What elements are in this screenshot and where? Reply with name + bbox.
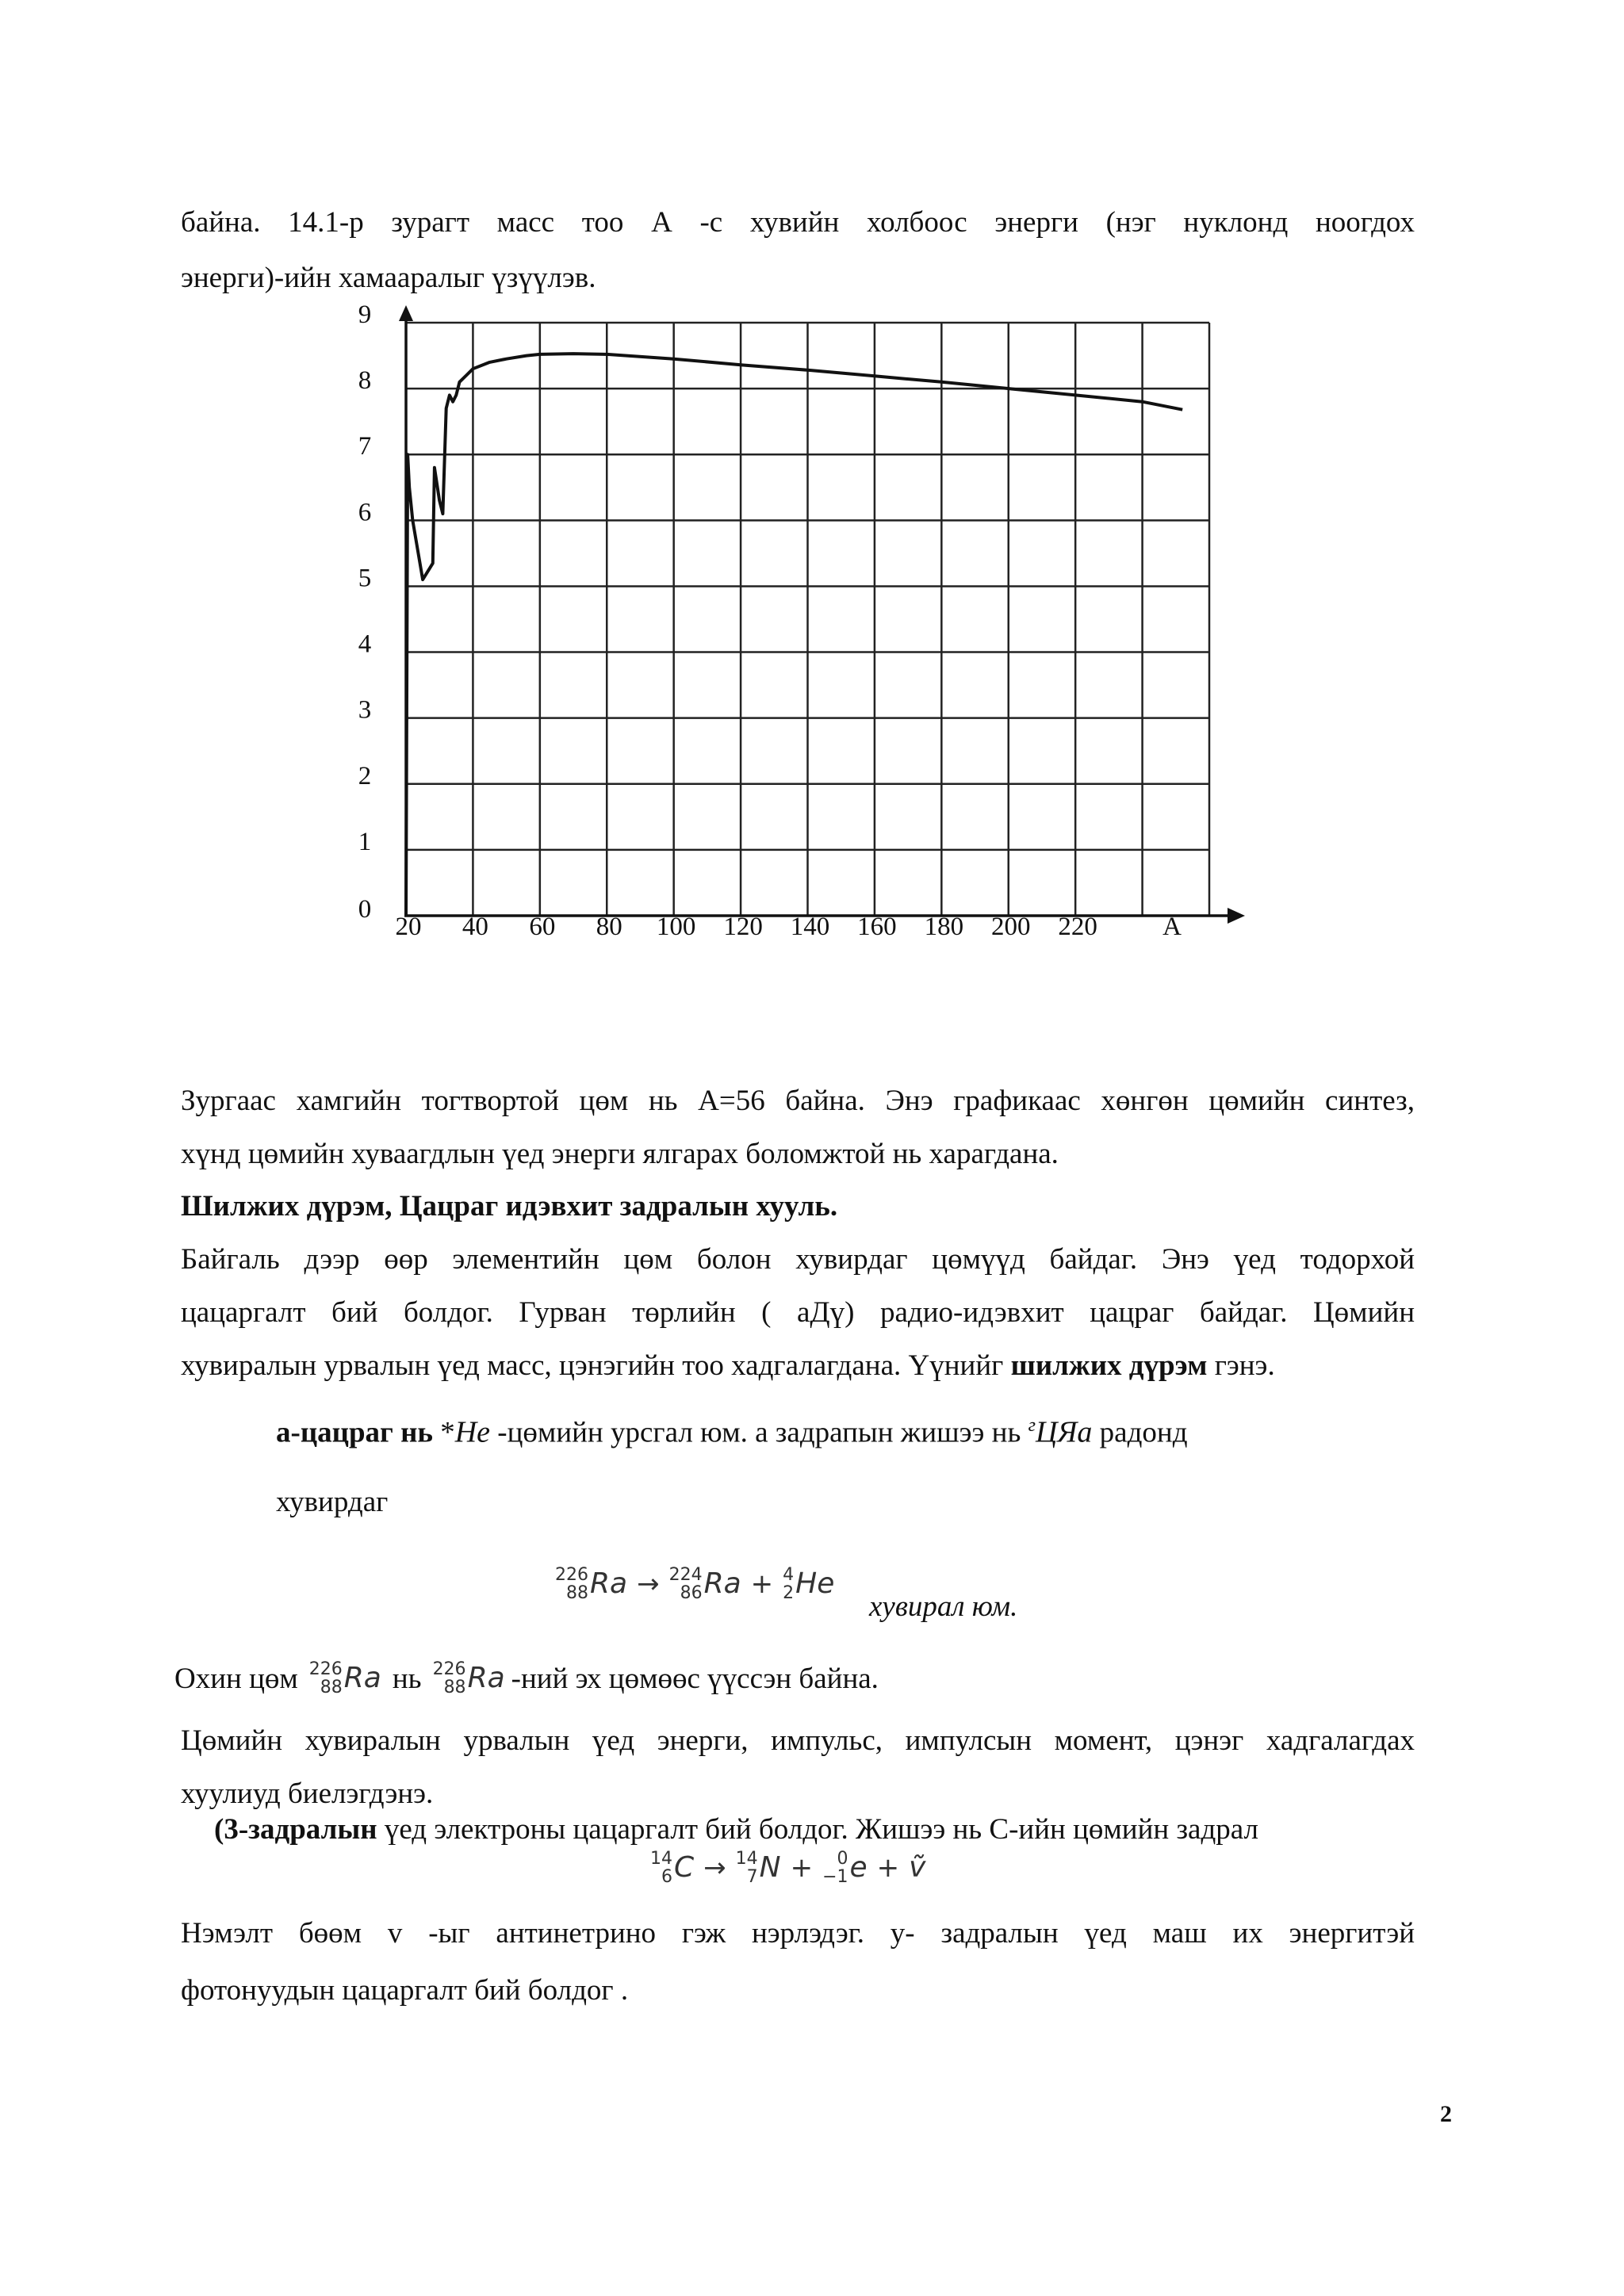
alpha-example-symbol: ЦЯа [1035, 1415, 1093, 1449]
y-tick-label: 5 [358, 564, 372, 593]
origin-mid: нь [392, 1662, 422, 1695]
para1-line-2: цацаргалт бий болдог. Гурван төрлийн ( аДү) радио-идэвхит цацраг байдаг. Цөмийн [181, 1296, 1415, 1329]
last-line-1: Нэмэлт бөөм v -ыг антинетрино гэж нэрлэдэг. у- задралын үед маш их энергитэй [181, 1917, 1415, 1950]
section-heading: Шилжих дүрэм, Цацраг идэвхит задралын хууль. [181, 1190, 838, 1223]
y-tick-label: 1 [358, 827, 372, 856]
nuclide-ra224: 224 86 Ra [668, 1565, 741, 1604]
nuclide-c14: 14 6 C [650, 1849, 695, 1888]
chart-series [406, 354, 1182, 916]
alpha-title: а-цацраг нь [276, 1416, 433, 1449]
origin-line [174, 1660, 879, 1697]
electron: 0 −1 e [822, 1849, 868, 1888]
y-axis-arrow [399, 305, 413, 321]
origin-pre: Охин цөм [174, 1662, 298, 1695]
x-tick-label: 220 [1058, 913, 1097, 941]
nuclide-n14: 14 7 N [735, 1849, 781, 1888]
alpha-line-1 [276, 1416, 1188, 1447]
equation-caption: хувирал юм. [869, 1590, 1018, 1623]
plus-3: + [876, 1852, 900, 1885]
beta-line [214, 1815, 1258, 1844]
intro-line-2: энерги)-ийн хамааралыг үзүүлэв. [181, 262, 596, 294]
y-tick-label: 8 [358, 366, 372, 396]
intro-line-1: байна. 14.1-р зурагт масс тоо А -с хувийн холбоос энерги (нэг нуклонд ноогдох [181, 206, 1415, 239]
y-tick-label: 3 [358, 695, 372, 725]
plus-1: + [750, 1568, 774, 1601]
series-line [406, 354, 1182, 916]
binding-energy-chart [333, 305, 1269, 1003]
alpha-sup: г [1028, 1415, 1036, 1436]
para1-line-3-post: гэнэ. [1207, 1349, 1275, 1382]
alpha-he-symbol: Не [454, 1415, 491, 1449]
x-tick-label: 140 [790, 913, 830, 941]
x-tick-label: 20 [395, 913, 422, 941]
page-number: 2 [1440, 2101, 1452, 2127]
x-tick-label: 40 [462, 913, 488, 941]
y-tick-label: 7 [358, 432, 372, 461]
alpha-star: * [432, 1416, 455, 1449]
y-tick-label: 0 [358, 895, 372, 924]
origin-post: -ний эх цөмөөс үүссэн байна. [511, 1662, 879, 1695]
nuclide-he4: 4 2 He [783, 1565, 835, 1604]
y-tick-label: 2 [358, 761, 372, 790]
y-tick-label: 4 [358, 629, 372, 659]
alpha-decay-equation [555, 1566, 834, 1602]
para1-line-1: Байгаль дээр өөр элементийн цөм болон хувирдаг цөмүүд байдаг. Энэ үед тодорхой [181, 1243, 1415, 1276]
beta-decay-equation [650, 1850, 925, 1886]
last-line-2: фотонуудын цацаргалт бий болдог . [181, 1974, 629, 2007]
x-tick-label: 60 [529, 913, 556, 941]
conservation-line-2: хуулиуд биелэгдэнэ. [181, 1777, 434, 1810]
para1-line-3-pre: хувиралын урвалын үед масс, цэнэгийн тоо хадгалагдана. Үүнийг [181, 1349, 1011, 1382]
after-chart-line-1: Зургаас хамгийн тогтвортой цөм нь А=56 байна. Энэ графикаас хөнгөн цөмийн синтез, [181, 1085, 1415, 1117]
after-chart-line-2: хүнд цөмийн хуваагдлын үед энерги ялгарах боломжтой нь харагдана. [181, 1138, 1059, 1170]
parent-nuclide: 226 88 Ra [432, 1659, 505, 1698]
arrow-2: → [703, 1852, 726, 1885]
x-axis-label: A [1162, 913, 1182, 941]
x-tick-label: 160 [857, 913, 897, 941]
x-tick-label: 200 [991, 913, 1031, 941]
chart-grid [406, 323, 1209, 916]
y-tick-labels [358, 305, 372, 924]
rule-term: шилжих дүрэм [1010, 1349, 1208, 1382]
beta-rest: үед электроны цацаргалт бий болдог. Жишээ нь С-ийн цөмийн задрал [377, 1813, 1259, 1846]
x-tick-label: 80 [596, 913, 622, 941]
x-axis-arrow [1228, 908, 1245, 924]
x-tick-label: 180 [924, 913, 964, 941]
x-tick-label: 120 [723, 913, 763, 941]
y-tick-label: 6 [358, 498, 372, 527]
daughter-nuclide: 226 88 Ra [308, 1659, 381, 1698]
x-tick-label: 100 [656, 913, 696, 941]
nuclide-ra226: 226 88 Ra [555, 1565, 628, 1604]
para1-line-3 [181, 1351, 1415, 1380]
antineutrino: ṽ [909, 1851, 926, 1885]
alpha-line-2: хувирдаг [276, 1486, 389, 1518]
beta-title: (3-задралын [214, 1813, 377, 1846]
alpha-end-text: радонд [1092, 1416, 1188, 1449]
conservation-line-1: Цөмийн хувиралын урвалын үед энерги, импульс, импулсын момент, цэнэг хадгалагдах [181, 1724, 1415, 1757]
alpha-mid-text: -цөмийн урсгал юм. а задрапын жишээ нь [490, 1416, 1028, 1449]
y-tick-label: 9 [358, 305, 372, 329]
plus-2: + [790, 1852, 814, 1885]
arrow-1: → [637, 1568, 660, 1601]
